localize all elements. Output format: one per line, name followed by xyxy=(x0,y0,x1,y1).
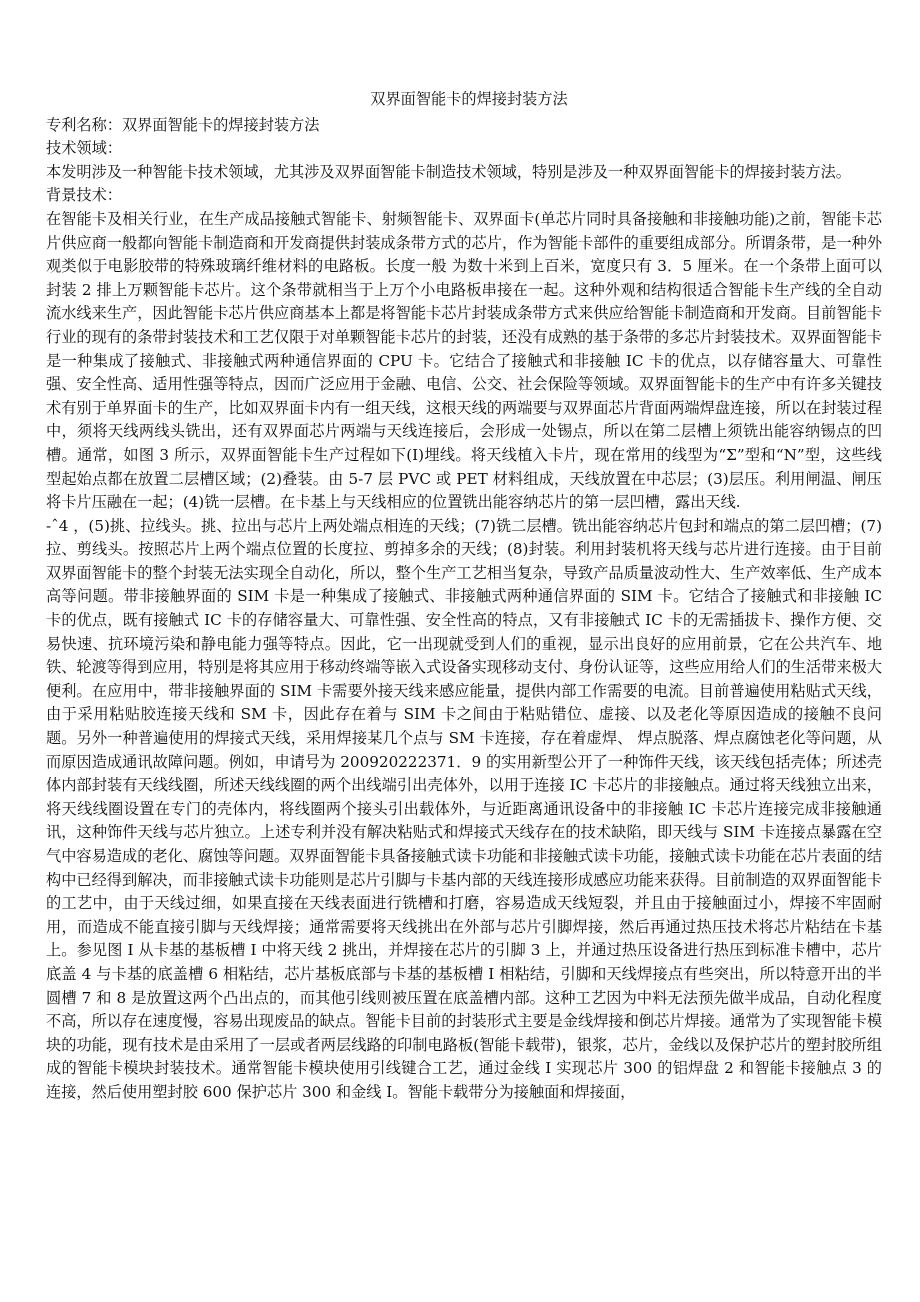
background-heading: 背景技术： xyxy=(46,186,122,205)
tech-field-heading: 技术领域： xyxy=(46,139,122,158)
tech-field-paragraph: 本发明涉及一种智能卡技术领域，尤其涉及双界面智能卡制造技术领域，特别是涉及一种双界面智能卡的焊接封装方法。 xyxy=(46,162,851,181)
background-paragraph-2: -ˆ4 ，(5)挑、拉线头。挑、拉出与芯片上两处端点相连的天线；(7)铣二层槽。铣出能容纳芯片包封和端点的第二层凹槽；(7)拉、剪线头。按照芯片上两个端点位置的长度拉、剪掉多余的天线；(8)封装。利用封装机将天线与芯片进行连接。由于目前双界面智能卡的整个封装无法实现全自动化，所以，整个生产工艺相当复杂，导致产品质量波动性大、生产效率低、生产成本高等问题。带非接触界面的 SIM 卡是一种集成了接触式、非接触式两种通信界面的 SIM 卡。它结合了接触式和非接触 IC 卡的优点，既有接触式 IC 卡的存储容量大、可靠性强、安全性高的特点，又有非接触式 IC 卡的无需插拔卡、操作方便、交易快速、抗环境污染和静电能力强等特点。因此，它一出现就受到人们的重视，显示出良好的应用前景，它在公共汽车、地铁、轮渡等得到应用，特别是将其应用于移动终端等嵌入式设备实现移动支付、身份认证等，这些应用给人们的生活带来极大便利。在应用中，带非接触界面的 SIM 卡需要外接天线来感应能量，提供内部工作需要的电流。目前普遍使用粘贴式天线，由于采用粘贴胶连接天线和 SM 卡，因此存在着与 SIM 卡之间由于粘贴错位、虚接、以及老化等原因造成的接触不良问题。另外一种普遍使用的焊接式天线，采用焊接某几个点与 SM 卡连接，存在着虚焊、 焊点脱落、焊点腐蚀老化等问题，从而原因造成通讯故障问题。例如，申请号为 200920222371．9 的实用新型公开了一种饰件天线，该天线包括壳体；所述壳体内部封装有天线线圈，所述天线线圈的两个出线端引出壳体外，以用于连接 IC 卡芯片的非接触点。通过将天线独立出来，将天线线圈设置在专门的壳体内，将线圈两个接头引出载体外，与近距离通讯设备中的非接触 IC 卡芯片连接完成非接触通讯，这种饰件天线与芯片独立。上述专利并没有解决粘贴式和焊接式天线存在的技术缺陷，即天线与 SIM 卡连接点暴露在空气中容易造成的老化、腐蚀等问题。双界面智能卡具备接触式读卡功能和非接触式读卡功能，接触式读卡功能在芯片表面的结构中已经得到解决，而非接触式读卡功能则是芯片引脚与卡基内部的天线连接形成感应功能来获得。目前制造的双界面智能卡的工艺中，由于天线过细，如果直接在天线表面进行铣槽和打磨，容易造成天线短裂，并且由于接触面过小，焊接不牢固耐用，而造成不能直接引脚与天线焊接；通常需要将天线挑出在外部与芯片引脚焊接，然后再通过热压技术将芯片粘结在卡基上。参见图 I 从卡基的基板槽 I 中将天线 2 挑出，并焊接在芯片的引脚 3 上，并通过热压设备进行热压到标准卡槽中，芯片底盖 4 与卡基的底盖槽 6 相粘结，芯片基板底部与卡基的基板槽 I 相粘结，引脚和天线焊接点有些突出，所以特意开出的半圆槽 7 和 8 是放置这两个凸出点的，而其他引线则被压置在底盖槽内部。这种工艺因为中料无法预先做半成品，自动化程度不高，所以存在速度慢，容易出现废品的缺点。智能卡目前的封装形式主要是金线焊接和倒芯片焊接。通常为了实现智能卡模块的功能，现有技术是由采用了一层或者两层线路的印制电路板(智能卡载带)，银浆，芯片，金线以及保护芯片的塑封胶所组成的智能卡模块封装技术。通常智能卡模块使用引线键合工艺，通过金线 I 实现芯片 300 的铝焊盘 2 和智能卡接触点 3 的连接，然后使用塑封胶 600 保护芯片 300 和金线 I。智能卡载带分为接触面和焊接面， xyxy=(46,516,882,1101)
background-paragraph-1: 在智能卡及相关行业，在生产成品接触式智能卡、射频智能卡、双界面卡(单芯片同时具备接触和非接触功能)之前，智能卡芯片供应商一般都向智能卡制造商和开发商提供封装成条带方式的芯片，作为智能卡部件的重要组成部分。所谓条带，是一种外观类似于电影胶带的特殊玻璃纤维材料的电路板。长度一般 为数十米到上百米，宽度只有 3．5 厘米。在一个条带上面可以封装 2 排上万颗智能卡芯片。这个条带就相当于上万个小电路板串接在一起。这种外观和结构很适合智能卡生产线的全自动流水线来生产，因此智能卡芯片供应商基本上都是将智能卡芯片封装成条带方式来供应给智能卡制造商和开发商。目前智能卡行业的现有的条带封装技术和工艺仅限于对单颗智能卡芯片的封装，还没有成熟的基于条带的多芯片封装技术。双界面智能卡是一种集成了接触式、非接触式两种通信界面的 CPU 卡。它结合了接触式和非接触 IC 卡的优点，以存储容量大、可靠性强、安全性高、适用性强等特点，因而广泛应用于金融、电信、公交、社会保险等领域。双界面智能卡的生产中有许多关键技术有别于单界面卡的生产，比如双界面卡内有一组天线，这根天线的两端要与双界面芯片背面两端焊盘连接，所以在封装过程中，须将天线两线头铣出，还有双界面芯片两端与天线连接后，会形成一处锡点，所以在第二层槽上须铣出能容纳锡点的凹槽。通常，如图 3 所示，双界面智能卡生产过程如下(I)埋线。将天线植入卡片，现在常用的线型为“Σ”型和“N”型，这些线型起始点都在放置二层槽区域；(2)叠装。由 5-7 层 PVC 或 PET 材料组成，天线放置在中芯层；(3)层压。利用闸温、闸压将卡片压融在一起；(4)铣一层槽。在卡基上与天线相应的位置铣出能容纳芯片的第一层凹槽，露出天线. xyxy=(46,209,882,512)
document-title: 双界面智能卡的焊接封装方法 xyxy=(370,90,568,108)
patent-name: 专利名称：双界面智能卡的焊接封装方法 xyxy=(46,115,320,134)
